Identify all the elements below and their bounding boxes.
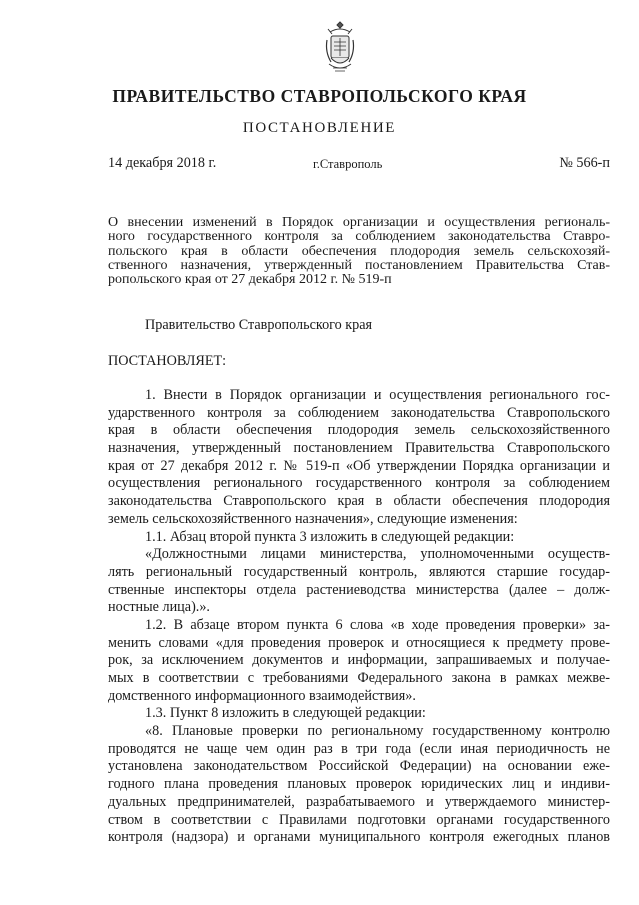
- document-city: г.Ставрополь: [313, 157, 383, 171]
- body-line: годного плана проведения плановых проверок юридических лиц и индиви-: [108, 776, 610, 793]
- body-line: лять региональный государственный контроль, являются старшие государ-: [108, 563, 610, 580]
- body-line: 1. Внести в Порядок организации и осуществления регионального гос-: [145, 387, 610, 403]
- document-meta: [108, 155, 610, 175]
- body-line: мых в соответствии с требованиями Федерального закона в рамках межве-: [108, 670, 610, 686]
- body-line: рок, за исключением документов и информации, запрашиваемых и получае-: [108, 652, 610, 669]
- body-line: ственные инспекторы отдела растениеводства министерства (далее – долж-: [108, 581, 610, 598]
- body-line: ударственного контроля за соблюдением законодательства Ставропольского: [108, 404, 610, 421]
- body-line: осуществления регионального государственного контроля за соблюдением: [108, 475, 610, 492]
- government-title: ПРАВИТЕЛЬСТВО СТАВРОПОЛЬСКОГО КРАЯ: [112, 86, 527, 106]
- subject-line: ропольского края от 27 декабря 2012 г. № 519-п: [108, 272, 392, 288]
- document-type: ПОСТАНОВЛЕНИЕ: [242, 120, 397, 136]
- body-line: 1.2. В абзаце втором пункта 6 слова «в ходе проведения проверки» за-: [145, 616, 610, 633]
- subject-line: ственного назначения, утвержденный постановлением Правительства Став-: [108, 257, 610, 273]
- body-line: законодательства Ставропольского края в области обеспечения плодородия: [108, 493, 610, 510]
- body-line: 1.3. Пункт 8 изложить в следующей редакции:: [145, 705, 426, 722]
- body-line: края в области обеспечения плодородия земель сельскохозяйственного: [108, 422, 610, 439]
- subject-line: ного государственного контроля за соблюдением законодательства Ставро-: [108, 229, 610, 245]
- body-line: ством в соответствии с Правилами подготовки органами государственного: [108, 811, 610, 828]
- document-body: [108, 387, 610, 847]
- body-line: контроля (надзора) и органами муниципального контроля ежегодных планов: [108, 829, 610, 846]
- body-line: дуальных предпринимателей, разрабатываемого и утверждаемого министер-: [108, 793, 610, 810]
- body-line: ностные лица).».: [108, 599, 210, 616]
- body-line: проводятся не чаще чем один раз в три года (если иная периодичность не: [108, 740, 610, 757]
- body-line: домственного информационного взаимодействия».: [108, 687, 416, 704]
- body-line: назначения, утвержденный постановлением Правительства Ставропольского: [108, 440, 610, 457]
- issuer: Правительство Ставропольского края: [145, 317, 373, 333]
- subject-line: О внесении изменений в Порядок организации и осуществления региональ-: [108, 215, 610, 230]
- coat-of-arms-emblem: [324, 18, 356, 76]
- body-line: 1.1. Абзац второй пункта 3 изложить в следующей редакции:: [145, 528, 515, 545]
- decree-word: ПОСТАНОВЛЯЕТ:: [108, 353, 227, 369]
- body-line: «Должностными лицами министерства, уполномоченными осуществ-: [145, 546, 610, 563]
- body-line: менить словами «для проведения проверок и относящиеся к предмету прове-: [108, 634, 610, 651]
- subject-line: польского края в области обеспечения плодородия земель сельскохозяй-: [108, 243, 610, 259]
- body-line: установлена законодательством Российской Федерации) на основании еже-: [108, 758, 610, 775]
- document-date: 14 декабря 2018 г.: [108, 155, 217, 171]
- document-subject: [108, 216, 610, 287]
- body-line: края от 27 декабря 2012 г. № 519-п «Об утверждении Порядка организации и: [108, 457, 610, 474]
- body-line: земель сельскохозяйственного назначения», следующие изменения:: [108, 510, 518, 527]
- document-number: № 566-п: [559, 155, 610, 171]
- body-line: «8. Плановые проверки по региональному государственному контролю: [145, 723, 610, 740]
